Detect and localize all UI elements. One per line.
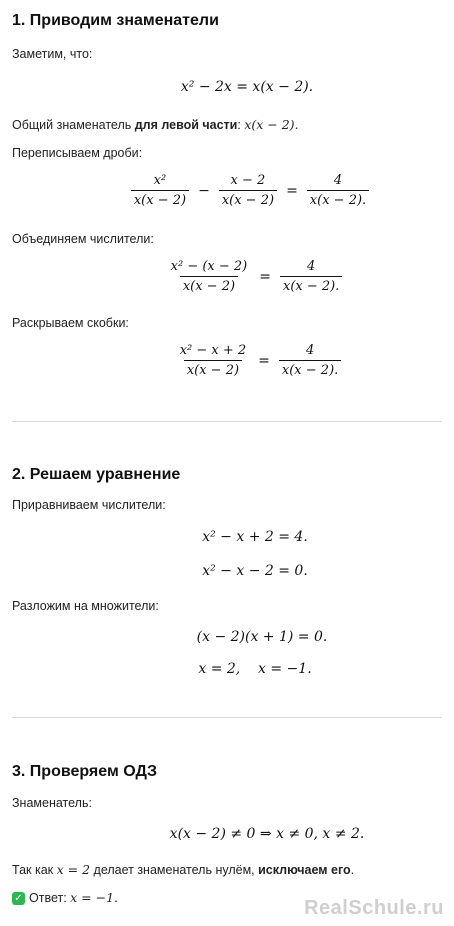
equation-3 [0,629,454,645]
fraction-2-numerator: x − 2 [230,173,266,188]
domain-equation [0,826,454,842]
answer-label: Ответ: [29,891,71,905]
common-denominator-bold: для левой части [134,118,238,132]
expanded-rhs-fraction [279,343,341,378]
factor-equation-text: x² − 2x = x(x − 2). [180,79,314,95]
expanded-denominator: x(x − 2) [184,360,242,378]
combine-text: Объединяем числители: [12,232,154,246]
exclusion-text-end: . [350,863,355,877]
section-1-title: 1. Приводим знаменатели [12,12,219,29]
fraction-2-denominator: x(x − 2) [219,190,277,208]
expanded-rhs-denominator: x(x − 2). [279,360,341,378]
exclusion-math: x = 2 [56,862,91,877]
domain-equation-text: x(x − 2) ≠ 0 ⇒ x ≠ 0, x ≠ 2. [169,826,365,842]
expand-text: Раскрываем скобки: [12,316,129,330]
common-denominator-math: x(x − 2). [244,117,299,132]
combined-rhs-numerator: 4 [307,259,316,274]
fraction-1-denominator: x(x − 2) [131,190,189,208]
equation-3-text: (x − 2)(x + 1) = 0. [196,629,328,645]
equate-text: Приравниваем числители: [12,498,166,512]
common-denominator-colon: : [237,118,245,132]
equation-1 [0,529,454,545]
expanded-fraction [177,343,249,378]
section-2-title: 2. Решаем уравнение [12,466,181,483]
fraction-3 [307,173,369,208]
factor-equation [0,79,454,95]
combine-equation [0,258,454,294]
equals-sign: = [258,352,270,369]
section-divider [12,717,442,718]
equation-2 [0,563,454,579]
fraction-1-numerator: x² [153,173,167,188]
rewrite-equation [0,172,454,208]
watermark: RealSchule.ru [304,897,444,919]
combined-fraction [168,259,251,294]
equals-sign: = [286,182,298,199]
expanded-numerator: x² − x + 2 [179,343,247,358]
equation-4 [0,661,454,677]
factor-text: Разложим на множители: [12,599,159,613]
rewrite-text: Переписываем дроби: [12,146,143,160]
answer-value: x = −1. [70,890,119,905]
equation-2-text: x² − x − 2 = 0. [202,563,308,579]
combined-denominator: x(x − 2) [180,276,238,294]
answer-line [12,890,118,905]
exclusion-text-start: Так как [12,863,57,877]
exclusion-bold: исключаем его [258,863,351,877]
denominator-text: Знаменатель: [12,796,92,810]
common-denominator-line [12,117,299,132]
fraction-2 [219,173,277,208]
equation-1-text: x² − x + 2 = 4. [202,529,308,545]
section-3-title: 3. Проверяем ОДЗ [12,763,158,780]
equals-sign: = [259,268,271,285]
minus-sign: − [198,182,210,199]
exclusion-text-middle: делает знаменатель нулём, [90,863,259,877]
fraction-3-denominator: x(x − 2). [307,190,369,208]
combined-rhs-denominator: x(x − 2). [280,276,342,294]
combined-rhs-fraction [280,259,342,294]
fraction-1 [131,173,189,208]
expanded-equation [0,342,454,378]
expanded-rhs-numerator: 4 [305,343,315,358]
common-denominator-text: Общий знаменатель [12,118,135,132]
note-text: Заметим, что: [12,47,93,61]
fraction-3-numerator: 4 [333,173,343,188]
roots-text: x = 2, x = −1. [198,661,312,677]
check-icon: ✓ [12,892,25,905]
exclusion-line [12,862,354,877]
combined-numerator: x² − (x − 2) [170,259,248,274]
section-divider [12,421,442,422]
